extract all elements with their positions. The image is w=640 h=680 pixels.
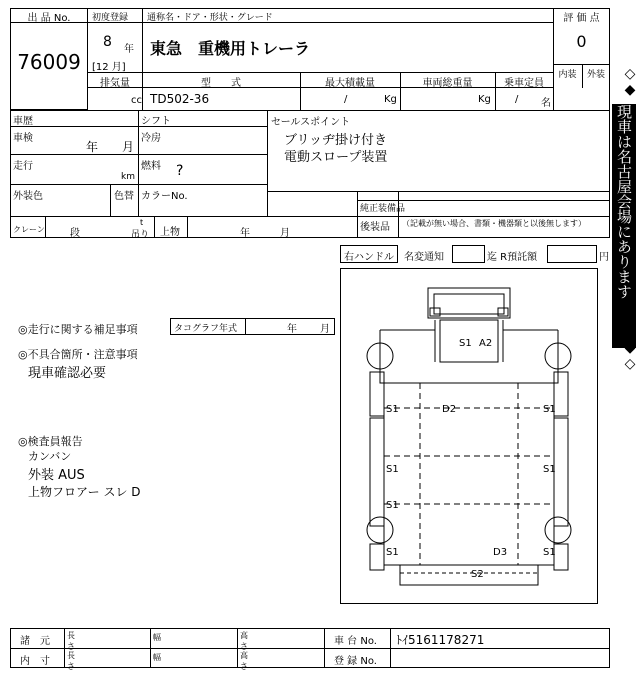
mark-s1-right-mid: S1	[543, 464, 556, 475]
mileage-unit: km	[121, 172, 135, 182]
fuel-label: 燃料	[141, 161, 161, 172]
mileage-notes-label: ◎走行に関する補足事項	[18, 323, 138, 336]
model-label: 型 式	[201, 78, 241, 89]
max-load-label: 最大積載量	[325, 78, 375, 89]
vehicle-diagram	[340, 268, 598, 604]
location-note: 現車は名古屋会場にあります	[615, 104, 633, 299]
mark-d3-deck: D3	[493, 547, 508, 558]
shift-label: シフト	[141, 116, 171, 127]
defects-label: ◎不具合箇所・注意事項	[18, 348, 138, 361]
inspection-year-unit: 年	[86, 140, 99, 154]
capacity-sep: /	[515, 94, 519, 105]
crane-ton-unit: t	[140, 218, 144, 227]
dims-height-label: 高さ	[240, 631, 248, 651]
inspector-line-1: カンバン	[28, 450, 72, 463]
registration-year: 8	[103, 34, 112, 50]
retrofit-note: （記載が無い場合、書類・機器類と以後無します）	[402, 219, 586, 228]
fuel-value: ?	[176, 163, 184, 179]
upper-body-month-unit: 月	[280, 228, 290, 239]
sales-point-2: 電動スロープ装置	[284, 150, 388, 165]
score-label: 評 価 点	[563, 13, 600, 24]
tachograph-label: タコグラフ年式	[174, 324, 238, 334]
max-load-unit: Kg	[384, 94, 397, 105]
dims-label: 諸 元	[20, 636, 50, 647]
recycle-deposit-box	[547, 245, 597, 263]
mark-s1-left-front: S1	[386, 404, 399, 415]
upper-body-year-unit: 年	[240, 228, 250, 239]
lot-number-label: 出 品 No.	[27, 13, 71, 24]
right-hand-drive-label: 右ハンドル	[344, 252, 394, 263]
interior-width-label: 幅	[153, 653, 161, 662]
inspection-month-unit: 月	[122, 140, 135, 154]
yen-label: 円	[599, 252, 609, 263]
tachograph-month-unit: 月	[320, 324, 330, 335]
mark-d2-deck: D2	[442, 404, 457, 415]
recycle-deposit-label: 迄 R預託額	[487, 252, 538, 263]
registration-no-label: 登 録 No.	[334, 656, 377, 667]
max-load-sep: /	[344, 94, 348, 105]
capacity-unit: 名	[541, 98, 551, 109]
color-code-label: カラーNo.	[141, 191, 188, 202]
sales-point-1: ブリッヂ掛け付き	[284, 133, 387, 148]
vehicle-name-label: 通称名・ドア・形状・グレード	[147, 13, 273, 23]
color-change-label: 色替	[114, 191, 134, 202]
displacement-unit: cc	[131, 95, 142, 106]
name-change-label: 名変通知	[404, 252, 444, 263]
upper-body-label: 上物	[160, 227, 180, 238]
defects-text: 現車確認必要	[28, 366, 107, 381]
registration-month: [12 月]	[92, 62, 126, 73]
interior-height-label: 高さ	[240, 651, 248, 671]
vehicle-name: 東急 重機用トレーラ	[150, 39, 311, 58]
exterior-color-label: 外装色	[13, 191, 43, 202]
displacement-label: 排気量	[100, 78, 130, 89]
gross-weight-label: 車両総重量	[422, 78, 473, 89]
dims-width-label: 幅	[153, 633, 161, 642]
mileage-label: 走行	[13, 161, 33, 172]
chassis-no-label: 車 台 No.	[334, 636, 377, 647]
inspector-line-3: 上物フロアー スレ D	[28, 485, 141, 499]
inspection-label: 車検	[13, 133, 33, 144]
crane-steps-unit: 段	[70, 228, 80, 239]
sidebar-bottom-diamonds: ◆◇	[622, 340, 638, 372]
model-code: TD502-36	[150, 92, 210, 106]
mark-s1-right-front: S1	[543, 404, 556, 415]
tachograph-year-unit: 年	[287, 324, 297, 335]
exterior-score-label: 外装	[586, 70, 605, 80]
crane-label: クレーン	[13, 225, 45, 234]
dims-length-label: 長さ	[67, 631, 75, 651]
inspector-line-2: 外装 AUS	[28, 468, 85, 483]
retrofit-label: 後装品	[360, 222, 390, 233]
sidebar-top-diamonds: ◇◆	[622, 66, 638, 98]
interior-dims-label: 内 寸	[20, 656, 50, 667]
capacity-label: 乗車定員	[504, 78, 544, 89]
registration-year-unit: 年	[124, 44, 134, 55]
lot-number: 76009	[17, 50, 81, 74]
interior-score-label: 内装	[558, 70, 577, 80]
interior-length-label: 長さ	[67, 651, 75, 671]
score-value: 0	[576, 32, 587, 51]
history-label: 車歴	[13, 116, 33, 127]
mark-s1-left-rear: S1	[386, 547, 399, 558]
crane-hang-label: 吊り	[131, 230, 150, 240]
inspector-report-label: ◎検査員報告	[18, 435, 83, 448]
first-registration-label: 初度登録	[92, 13, 129, 23]
gross-weight-unit: Kg	[478, 94, 491, 105]
mark-s1-hitch: S1	[459, 338, 472, 349]
mark-a2-hitch: A2	[479, 338, 493, 349]
genuine-equipment-label: 純正装備品	[360, 204, 406, 214]
ac-label: 冷房	[141, 133, 161, 144]
mark-s1-left-mid: S1	[386, 464, 399, 475]
location-sidebar	[612, 104, 636, 348]
mark-s1-left-rear-wheel: S1	[386, 500, 399, 511]
chassis-no: ﾄｲ5161178271	[396, 633, 485, 647]
mark-s2-rear: S2	[471, 569, 484, 580]
mark-s1-right-rear: S1	[543, 547, 556, 558]
sales-point-label: セールスポイント	[271, 117, 351, 128]
name-change-box	[452, 245, 485, 263]
